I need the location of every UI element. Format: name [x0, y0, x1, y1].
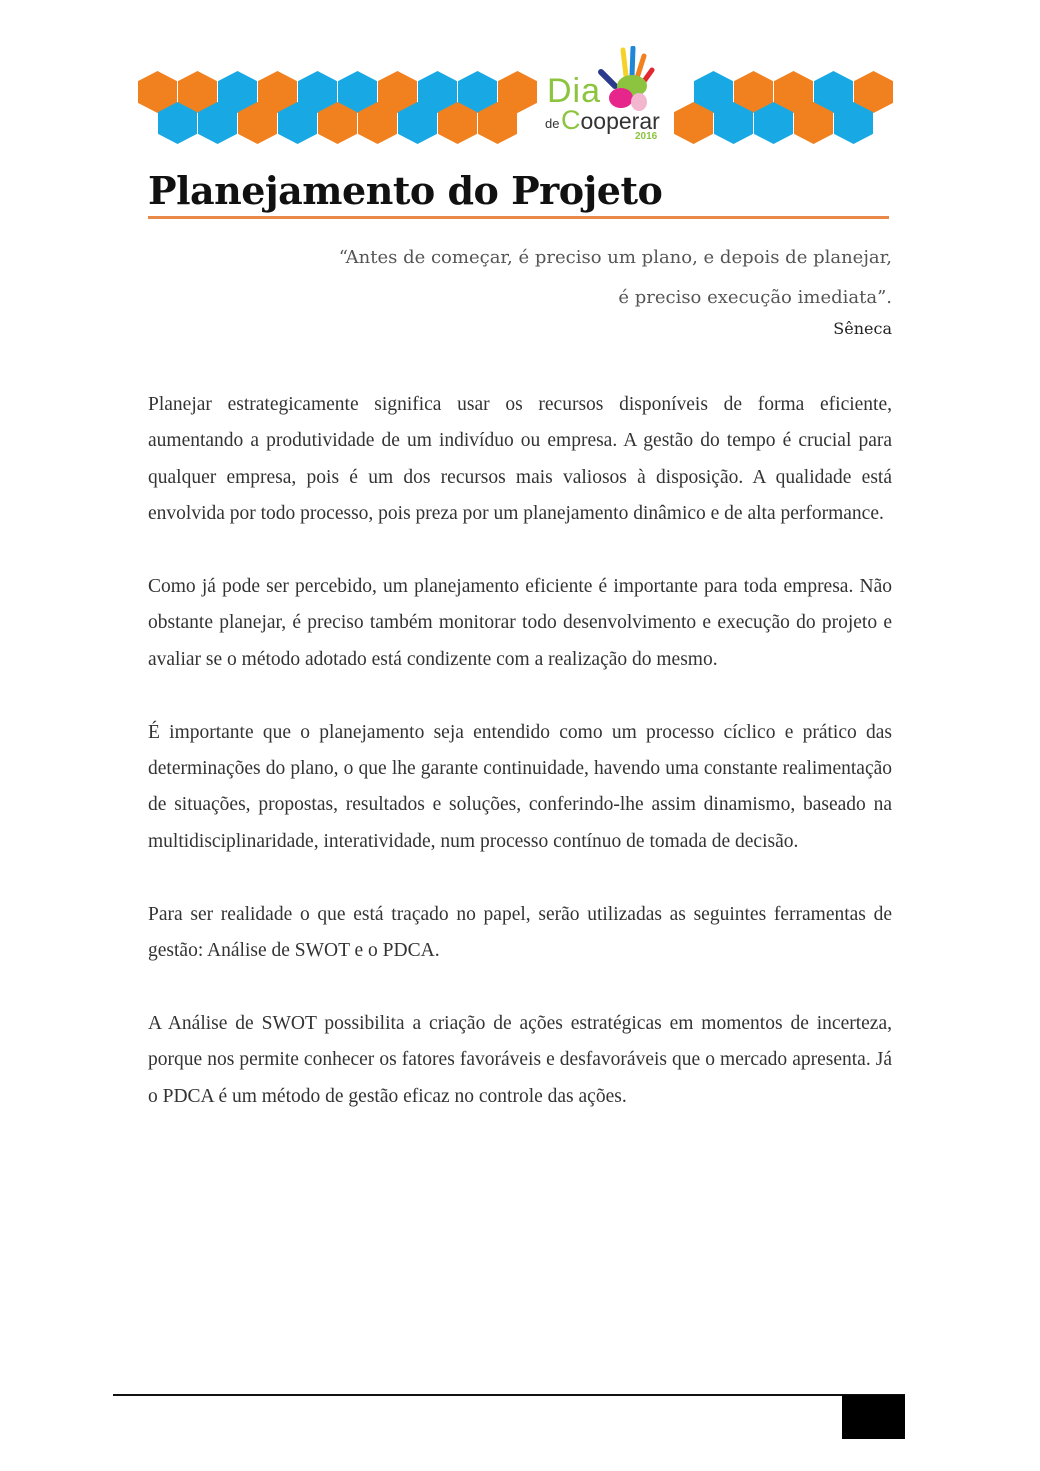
logo-year-text: 2016: [635, 131, 658, 142]
body-text: [148, 387, 892, 1151]
paragraph: É importante que o planejamento seja entendido como um processo cíclico e prático das determinações do plano, o que lhe garante continuidade, havendo uma constante realimentação de situações, propostas, resultados e soluções, conferindo-lhe assim dinamismo, baseado na multidisciplinaridade, interatividade, num processo contínuo de tomada de decisão.: [148, 721, 892, 852]
page-number-box: [842, 1395, 905, 1439]
paragraph: A Análise de SWOT possibilita a criação de ações estratégicas em momentos de incerteza, porque nos permite conhecer os fatores favoráveis e desfavoráveis que o mercado apresenta. Já o PDCA é um método de gestão eficaz no controle das ações.: [148, 1012, 892, 1107]
paragraph: Planejar estrategicamente significa usar os recursos disponíveis de forma eficiente, aumentando a produtividade de um indivíduo ou empresa. A gestão do tempo é crucial para qualquer empresa, pois é um dos recursos mais valiosos à disposição. A qualidade está envolvida por todo processo, pois preza por um planejamento dinâmico e de alta performance.: [148, 394, 892, 525]
quote-line: “Antes de começar, é preciso um plano, e depois de planejar,: [338, 247, 892, 268]
paragraph: Para ser realidade o que está traçado no papel, serão utilizadas as seguintes ferramentas de gestão: Análise de SWOT e o PDCA.: [148, 903, 892, 962]
quote-line: é preciso execução imediata”.: [618, 287, 892, 308]
paragraph: Como já pode ser percebido, um planejamento eficiente é importante para toda empresa. Não obstante planejar, é preciso também monitorar todo desenvolvimento e execução do projeto e avaliar se o método adotado está condizente com a realização do mesmo.: [148, 576, 892, 670]
header-banner: [0, 0, 1040, 160]
footer-rule: [113, 1394, 905, 1396]
quote-author: Sêneca: [833, 319, 892, 338]
title-underline: [148, 216, 889, 219]
logo-cooperar-text: Cooperar: [561, 105, 660, 135]
page-title: Planejamento do Projeto: [148, 168, 663, 213]
dia-de-cooperar-logo: [543, 46, 668, 146]
epigraph-quote: [272, 238, 892, 318]
logo-de-text: de: [545, 116, 560, 131]
logo-dia-text: Dia: [547, 72, 602, 110]
